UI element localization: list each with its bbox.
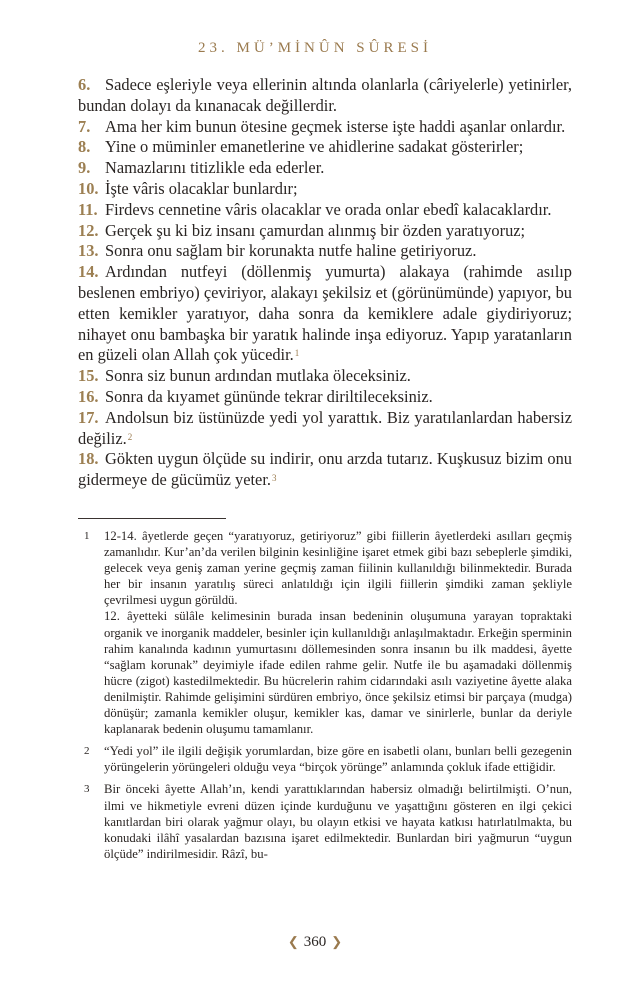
verse-text: Sonra da kıyamet gününde tekrar diriltileceksiniz.: [105, 386, 433, 406]
footnote-paragraph: Bir önceki âyette Allah’ın, kendi yarattıklarından habersiz olmadığı belirtilmişti. O’nun, ilmi ve hikmetiyle evreni düzen içinde kurduğunu ve yaşattığını gösteren en ilgi çekici kanıtlardan biri olarak yağmur olayı, bu olayın etkisi ve hayata katkısı hatırlatılmakta, bu konudaki ilâhî yasalardan bazısına işaret edilmektedir. Bunlardan biri yağmurun “uygun ölçüde” indirilmesidir. Râzî, bu-: [104, 782, 572, 861]
footnote-3: [78, 781, 572, 861]
verse-16: [78, 387, 572, 408]
footnote-paragraph: 12. âyetteki sülâle kelimesinin burada insan bedeninin oluşumuna yarayan topraktaki organik ve inorganik maddeler, besinler için kullanıldığı anlaşılmaktadır. Erkeğin sperminin rahim kanalında kadının yumurtasını döllemesinden sonra insanın bu ilk maddesi, âyette “sağlam korunak” deyimiyle ifade edilen rahme gelir. Nutfe ile bu aşamadaki döllenmiş hücre (zigot) kastedilmektedir. Bu hücrelerin rahim cidarındaki asılı vaziyetine âyette alaka denilmiştir. Rahimde gelişimini sürdüren embriyo, önce şekilsiz etimsi bir parçaya (mudga) dönüşür; zamanla kemikler oluşur, kemikler kas, damar ve sinirlerle, bunlar da deriyle kaplanarak bedenin oluşumu tamamlanır.: [104, 609, 572, 737]
verse-18: [78, 449, 572, 491]
footnote-divider: [78, 518, 226, 519]
footnote-mark: 2: [84, 745, 90, 758]
footnote-body: [104, 781, 572, 861]
footnote-ref[interactable]: 1: [294, 348, 300, 359]
verse-11: [78, 200, 572, 221]
footnote-mark: 1: [84, 530, 90, 542]
verse-10: [78, 179, 572, 200]
page-number: 360: [303, 934, 327, 950]
footnote-ref[interactable]: 3: [271, 473, 277, 484]
verse-13: [78, 241, 572, 262]
verse-14: [78, 262, 572, 366]
verse-number: 9.: [78, 158, 91, 178]
verse-number: 13.: [78, 241, 99, 261]
verse-text: Ardından nutfeyi (döllenmiş yumurta) alakaya (rahimde asılıp beslenen embriyo) çeviriyor, alakayı şekilsiz et (görünümünde) yapıyor, bu etten kemikler yaratıyor, daha sonra da kemiklere adale giydiriyoruz; nihayet onu bambaşka bir yaratık halinde inşa ediyoruz. Yapıp yaratanların en güzeli olan Allah çok yücedir.: [78, 262, 572, 365]
verse-number: 18.: [78, 449, 99, 469]
verse-6: [78, 75, 572, 117]
verse-15: [78, 366, 572, 387]
verse-text: Sonra siz bunun ardından mutlaka öleceksiniz.: [105, 366, 411, 386]
footnote-paragraph: “Yedi yol” ile ilgili değişik yorumlardan, bize göre en isabetli olanı, bunları belli gezegenin yörüngelerin yörüngeleri olduğu veya “birçok yörünge” anlamında çokluk ifade ettiğidir.: [104, 744, 572, 775]
verse-number: 10.: [78, 178, 99, 198]
footnote-paragraph: 12-14. âyetlerde geçen “yaratıyoruz, getiriyoruz” gibi fiillerin âyetlerdeki asılları geçmiş zamanlıdır. Kur’an’da verilen bilginin kesinliğine işaret etmek gibi bazı sebeplerle şimdiki, gelecek veya geniş zaman yerine geçmiş zaman fiilinin kullanıldığı bilinmektedir. Burada her bir insanın yaratılış süreci anlatıldığı için ilgili fiillerin şimdiki zaman şekliyle çevrilmesi uygun görüldü.: [104, 529, 572, 608]
footnote-mark: 3: [84, 783, 90, 796]
footnote-body: [104, 528, 572, 737]
footnote-1: [78, 528, 572, 737]
verse-number: 7.: [78, 116, 91, 136]
verse-text: Namazlarını titizlikle eda ederler.: [105, 158, 325, 178]
verse-text: Sonra onu sağlam bir korunakta nutfe haline getiriyoruz.: [105, 241, 477, 261]
verse-number: 11.: [78, 199, 98, 219]
verse-text: Ama her kim bunun ötesine geçmek isterse işte haddi aşanlar onlardır.: [105, 116, 566, 136]
ornament-left-icon: ❮: [287, 934, 299, 949]
verse-text: Sadece eşleriyle veya ellerinin altında olanlarla (câriyelerle) yetinirler, bundan dolayı da kınanacak değillerdir.: [78, 75, 572, 115]
verse-text: İşte vâris olacaklar bunlardır;: [105, 178, 298, 198]
verse-number: 6.: [78, 75, 91, 94]
verse-text: Gökten uygun ölçüde su indirir, onu arzda tutarız. Kuşkusuz bizim onu gidermeye de gücümüz yeter.: [78, 449, 572, 490]
verse-number: 17.: [78, 407, 99, 427]
footnote-ref[interactable]: 2: [127, 431, 133, 442]
footnote-2: [78, 743, 572, 775]
verse-12: [78, 221, 572, 242]
ornament-right-icon: ❯: [331, 934, 343, 949]
verse-number: 12.: [78, 220, 99, 240]
verse-text: Andolsun biz üstünüzde yedi yol yarattık. Biz yaratılanlardan habersiz değiliz.: [78, 407, 572, 448]
verse-8: [78, 137, 572, 158]
verse-number: 15.: [78, 366, 99, 386]
page-number-footer: [0, 934, 630, 951]
footnotes: [78, 528, 572, 868]
verse-number: 8.: [78, 137, 91, 157]
verse-list: [78, 75, 572, 491]
footnote-body: [104, 743, 572, 775]
verse-number: 14.: [78, 262, 99, 282]
verse-7: [78, 117, 572, 138]
verse-text: Firdevs cennetine vâris olacaklar ve orada onlar ebedî kalacaklardır.: [105, 199, 552, 219]
running-title: 23. MÜ’MİNÛN SÛRESİ: [198, 40, 432, 56]
verse-text: Yine o müminler emanetlerine ve ahidlerine sadakat gösterirler;: [105, 137, 524, 157]
verse-17: [78, 408, 572, 450]
verse-number: 16.: [78, 386, 99, 406]
verse-text: Gerçek şu ki biz insanı çamurdan alınmış bir özden yaratıyoruz;: [105, 220, 526, 240]
verse-9: [78, 158, 572, 179]
